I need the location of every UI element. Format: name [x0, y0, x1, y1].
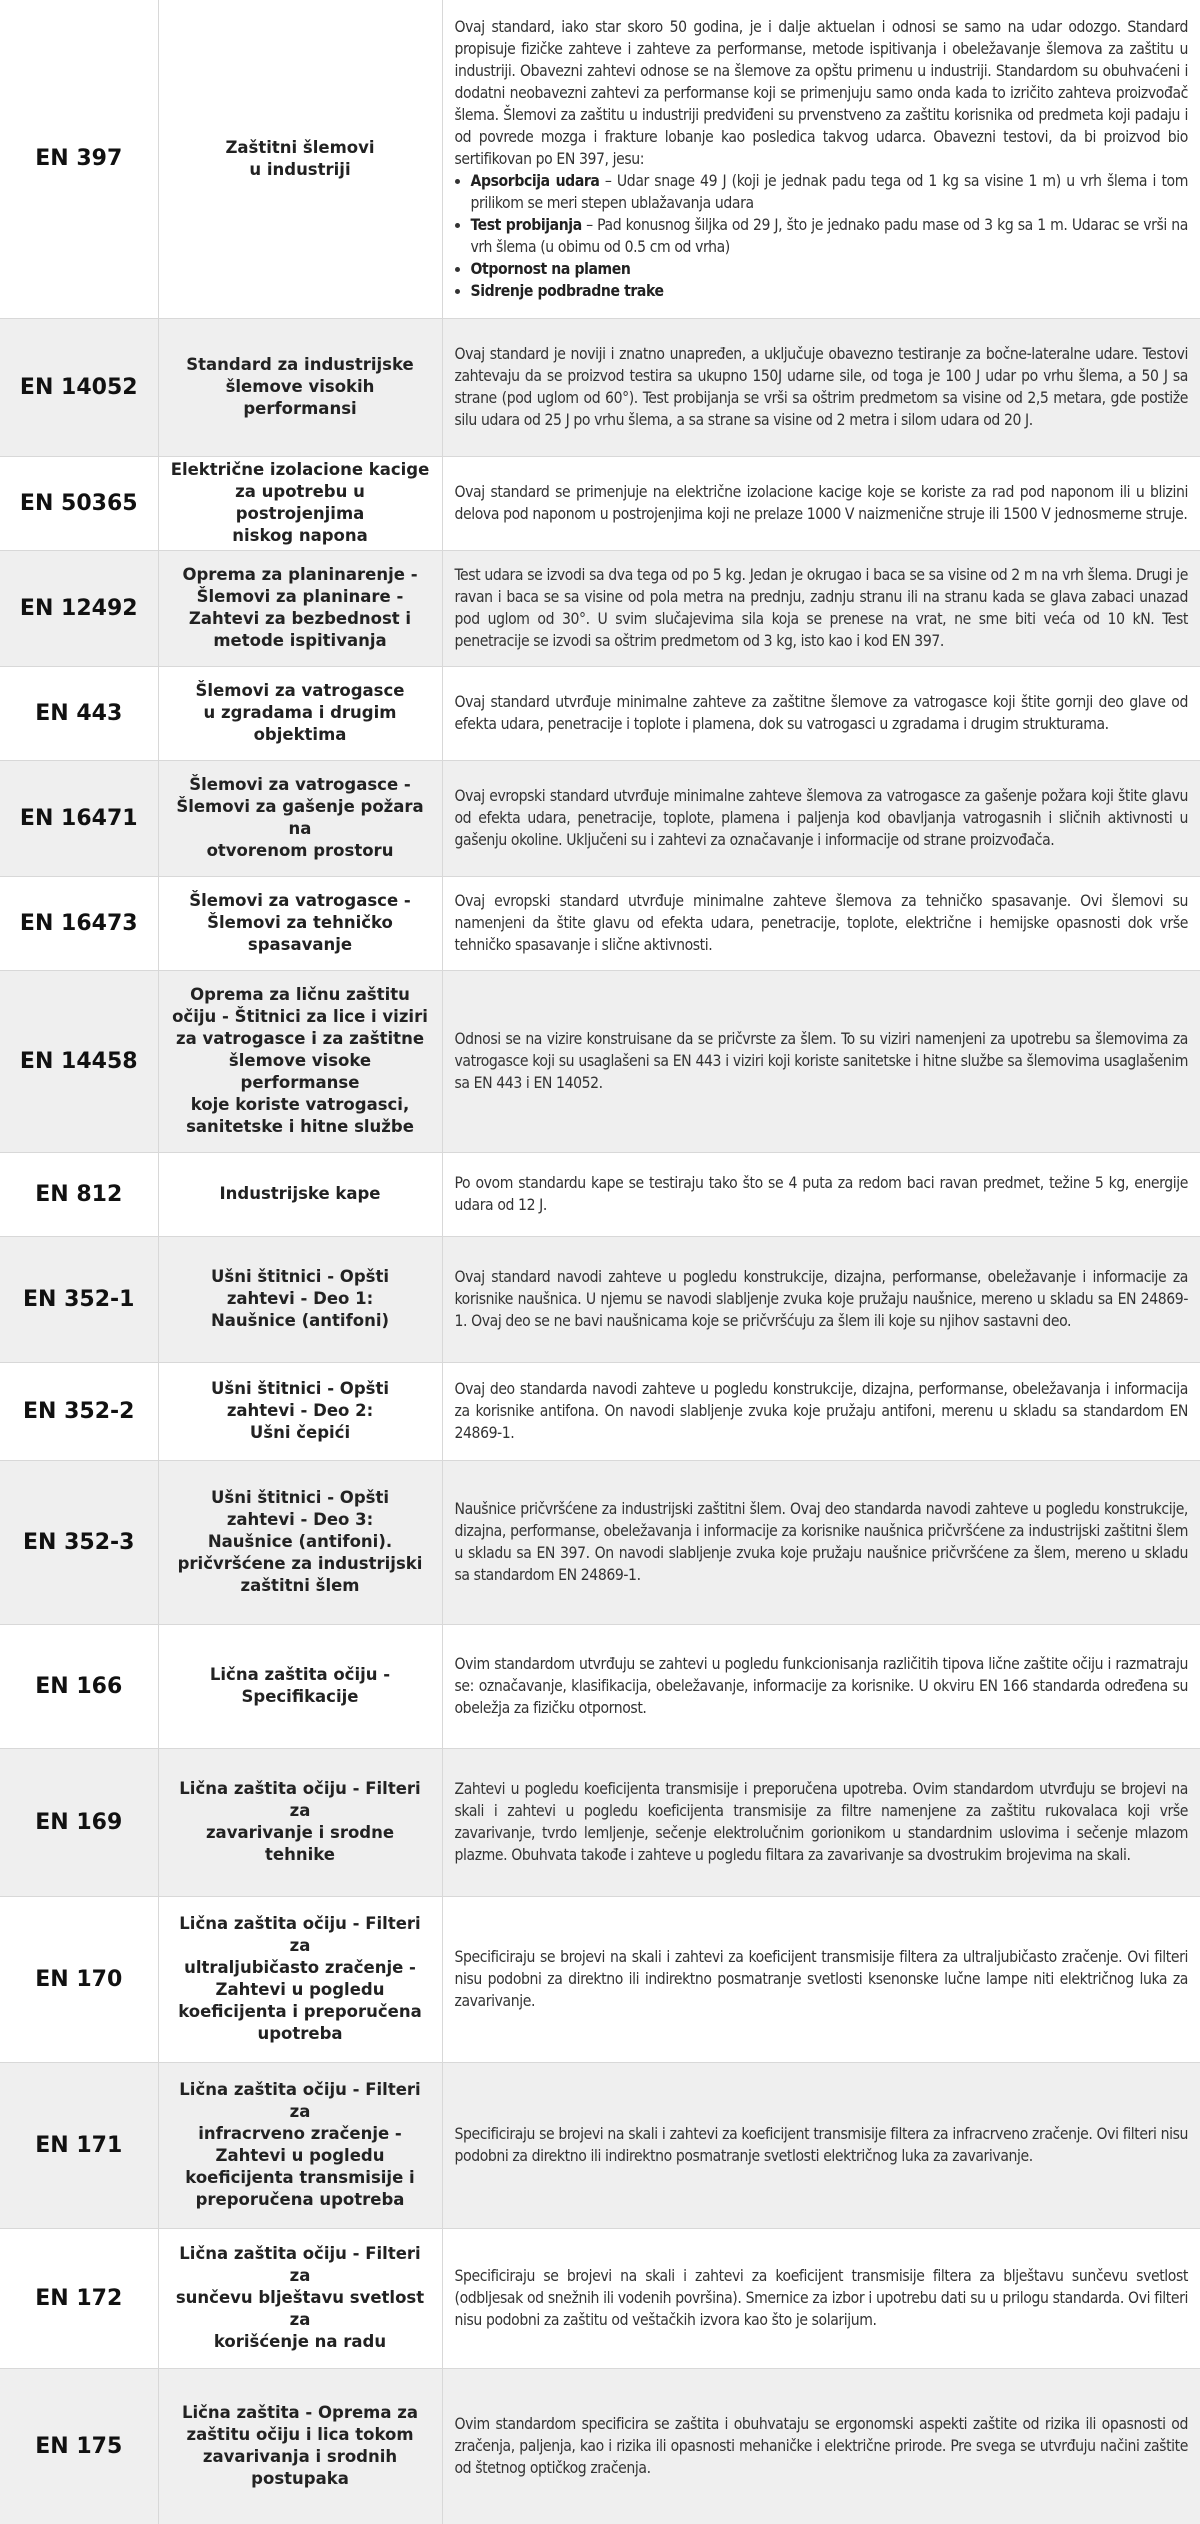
- standard-title: Standard za industrijske šlemove visokih performansi: [186, 355, 414, 418]
- table-row: [0, 1362, 1200, 1460]
- standard-title-cell: [158, 1152, 442, 1236]
- table-row: [0, 760, 1200, 876]
- table-row: [0, 2062, 1200, 2228]
- standard-title: Šlemovi za vatrogasce u zgradama i drugim objektima: [195, 681, 405, 744]
- table-row: [0, 2228, 1200, 2368]
- standard-title: Lična zaštita očiju - Filteri za infracrveno zračenje - Zahtevi u pogledu koeficijenta transmisije i preporučena upotreba: [179, 2080, 421, 2209]
- standard-description: Ovaj standard navodi zahteve u pogledu konstrukcije, dizajna, performanse, obeležavanje i informacije za korisnike naušnica. U njemu se navodi slabljenje zvuka koje pružaju naušnice, mereno u skladu sa EN 24869-1. Ovaj deo se ne bavi naušnicama koje se pričvršćuju za šlem ili koje su njihov sastavni deo.: [454, 1268, 1188, 1330]
- standard-code: EN 172: [0, 2228, 158, 2368]
- standard-description-cell: [442, 0, 1200, 318]
- standard-description: Po ovom standardu kape se testiraju tako što se 4 puta za redom baci ravan predmet, težine 5 kg, energije udara od 12 J.: [454, 1174, 1188, 1214]
- standard-code: EN 175: [0, 2368, 158, 2524]
- standard-description: Specificiraju se brojevi na skali i zahtevi za koeficijent transmisije filtera za ultraljubičasto zračenje. Ovi filteri nisu podobni za direktno ili indirektno posmatranje svetlosti ksenonske lučne lampe niti električnog luka za zavarivanje.: [454, 1948, 1188, 2010]
- standard-code: EN 166: [0, 1624, 158, 1748]
- table-row: [0, 456, 1200, 550]
- test-name: Test probijanja: [470, 215, 582, 234]
- standard-description-cell: [442, 1748, 1200, 1896]
- standard-description: Ovaj evropski standard utvrđuje minimalne zahteve šlemova za vatrogasce za gašenje požara koji štite glavu od efekta udara, penetracije, toplote, plamena i paljenja kod obavljanja vatrogasnih i sličnih aktivnosti u gašenju okoline. Uključeni su i zahtevi za označavanje i informacije od strane proizvođača.: [454, 787, 1188, 849]
- standard-title: Šlemovi za vatrogasce - Šlemovi za tehničko spasavanje: [189, 891, 411, 954]
- standard-title: Šlemovi za vatrogasce - Šlemovi za gašenje požara na otvorenom prostoru: [176, 775, 424, 860]
- standard-title-cell: [158, 876, 442, 970]
- standard-description: Odnosi se na vizire konstruisane da se pričvrste za šlem. To su viziri namenjeni za upotrebu sa šlemovima za vatrogasce koji su usaglašeni sa EN 443 i viziri koji koriste sanitetske i hitne službe sa šlemovima usaglašenim sa EN 443 i EN 14052.: [454, 1030, 1188, 1092]
- standard-title: Ušni štitnici - Opšti zahtevi - Deo 3: Naušnice (antifoni). pričvršćene za industrijski zaštitni šlem: [177, 1488, 423, 1595]
- standard-title-cell: [158, 970, 442, 1152]
- standard-description-cell: [442, 2368, 1200, 2524]
- standard-description: Ovaj standard, iako star skoro 50 godina, je i dalje aktuelan i odnosi se samo na udar odozgo. Standard propisuje fizičke zahteve i zahteve za performanse, metode ispitivanja i obeležavanje šlemova za zaštitu u industriji. Obavezni zahtevi odnose se na šlemove za opštu primenu u industriji. Standardom su obuhvaćeni i dodatni neobavezni zahtevi za performanse koji se primenjuju samo onda kada to izričito zahteva proizvođač šlema. Šlemovi za zaštitu u industriji predviđeni su prvenstveno za zaštitu korisnika od predmeta koji padaju i od povrede mozga i frakture lobanje kao posledica takvog udarca. Obavezni testovi, da bi proizvod bio sertifikovan po EN 397, jesu:: [454, 17, 1188, 168]
- standard-code: EN 12492: [0, 550, 158, 666]
- standard-description-cell: [442, 970, 1200, 1152]
- standard-description: Ovaj standard utvrđuje minimalne zahteve za zaštitne šlemove za vatrogasce koji štite gornji deo glave od efekta udara, penetracije i toplote i plamena, dok su vatrogasci u zgradama i drugim strukturama.: [454, 693, 1188, 733]
- standard-code: EN 812: [0, 1152, 158, 1236]
- standard-code: EN 352-1: [0, 1236, 158, 1362]
- standard-description: Zahtevi u pogledu koeficijenta transmisije i preporučena upotreba. Ovim standardom utvrđuju se brojevi na skali i zahtevi u pogledu koeficijenta transmisije za filtre namenjene za zaštitu rukovalaca koji vrše zavarivanje, tvrdo lemljenje, sečenje elektrolučnim gorionikom u standardnim uslovima i sečenje mlazom plazme. Obuhvata takođe i zahteve u pogledu filtara za zavarivanje sa dvostrukim brojevima na skali.: [454, 1780, 1188, 1864]
- standard-description-cell: [442, 550, 1200, 666]
- table-row: [0, 970, 1200, 1152]
- standard-description-cell: [442, 1460, 1200, 1624]
- table-row: [0, 1624, 1200, 1748]
- table-row: [0, 1896, 1200, 2062]
- standard-title: Električne izolacione kacige za upotrebu u postrojenjima niskog napona: [170, 460, 430, 545]
- table-row: [0, 666, 1200, 760]
- standard-description-cell: [442, 2062, 1200, 2228]
- standard-description: Ovaj deo standarda navodi zahteve u pogledu konstrukcije, dizajna, performanse, obeležavanja i informacija za korisnike antifona. On navodi slabljenje zvuka koje pružaju antifoni, merenu u skladu sa standardom EN 24869-1.: [454, 1380, 1188, 1442]
- table-row: [0, 1152, 1200, 1236]
- test-list: [455, 170, 1189, 302]
- standard-title: Lična zaštita - Oprema za zaštitu očiju i lica tokom zavarivanja i srodnih postupaka: [181, 2403, 418, 2489]
- standard-code: EN 352-2: [0, 1362, 158, 1460]
- standard-description-cell: [442, 1152, 1200, 1236]
- test-name: Apsorbcija udara: [470, 171, 600, 190]
- standard-title: Industrijske kape: [219, 1184, 381, 1203]
- test-description: – Udar snage 49 J (koji je jednak padu tega od 1 kg sa visine 1 m) u vrh šlema i tom prilikom se meri stepen ublažavanja udara: [470, 171, 1188, 212]
- standard-title: Oprema za ličnu zaštitu očiju - Štitnici za lice i viziri za vatrogasce i za zaštitne šlemove visoke performanse koje koriste vatrogasci, sanitetske i hitne službe: [172, 985, 428, 1136]
- standard-description-cell: [442, 876, 1200, 970]
- standard-code: EN 14458: [0, 970, 158, 1152]
- table-row: [0, 876, 1200, 970]
- standard-description: Ovaj evropski standard utvrđuje minimalne zahteve šlemova za tehničko spasavanje. Ovi šlemovi su namenjeni da štite glavu od efekta udara, penetracije, toplote, električne i hemijske opasnosti dok vrše tehničko spasavanje i slične aktivnosti.: [454, 892, 1188, 954]
- standard-description-cell: [442, 456, 1200, 550]
- standard-code: EN 16471: [0, 760, 158, 876]
- standard-code: EN 171: [0, 2062, 158, 2228]
- standard-description-cell: [442, 760, 1200, 876]
- standard-description: Specificiraju se brojevi na skali i zahtevi za koeficijent transmisije filtera za blještavu sunčevu svetlost (odbljesak od snežnih ili vodenih površina). Smernice za izbor i upotrebu dati su u prilogu standarda. Ovi filteri nisu podobni za zaštitu od veštačkih izvora kao što je solarijum.: [454, 2267, 1188, 2329]
- test-description: – Pad konusnog šiljka od 29 J, što je jednako padu mase od 3 kg sa 1 m. Udarac se vrši na vrh šlema (u obimu od 0.5 cm od vrha): [470, 215, 1188, 256]
- standard-description-cell: [442, 2228, 1200, 2368]
- standard-code: EN 169: [0, 1748, 158, 1896]
- standard-description-cell: [442, 318, 1200, 456]
- test-name: Otpornost na plamen: [470, 259, 631, 278]
- table-row: [0, 550, 1200, 666]
- standard-description-cell: [442, 1236, 1200, 1362]
- standard-description: Ovim standardom utvrđuju se zahtevi u pogledu funkcionisanja različitih tipova lične zaštite očiju i razmatraju se: označavanje, klasifikacija, obeležavanje, informacije za korisnike. U okviru EN 166 standarda određena su obeležja za fizičku otpornost.: [454, 1655, 1188, 1717]
- standard-title-cell: [158, 666, 442, 760]
- standard-code: EN 16473: [0, 876, 158, 970]
- standard-description-cell: [442, 1896, 1200, 2062]
- standard-title: Ušni štitnici - Opšti zahtevi - Deo 1: Naušnice (antifoni): [210, 1267, 390, 1330]
- test-list-item: [471, 214, 1189, 258]
- test-name: Sidrenje podbradne trake: [470, 281, 664, 300]
- standard-description-cell: [442, 1362, 1200, 1460]
- standard-code: EN 443: [0, 666, 158, 760]
- standard-code: EN 352-3: [0, 1460, 158, 1624]
- standard-title: Lična zaštita očiju - Filteri za zavarivanje i srodne tehnike: [179, 1779, 421, 1864]
- standard-code: EN 50365: [0, 456, 158, 550]
- standard-title-cell: [158, 760, 442, 876]
- standard-title-cell: [158, 2228, 442, 2368]
- standard-description-cell: [442, 666, 1200, 760]
- standard-code: EN 170: [0, 1896, 158, 2062]
- test-list-item: [471, 258, 1189, 280]
- standard-title-cell: [158, 550, 442, 666]
- table-row: [0, 2368, 1200, 2524]
- standard-description: Test udara se izvodi sa dva tega od po 5 kg. Jedan je okrugao i baca se sa visine od 2 m na vrh šlema. Drugi je ravan i baca se sa visine od pola metra na prednju, zadnju stranu ili na stranu kada se glava zabaci unazad pod uglom od 30°. U svim slučajevima sila koja se prenese na vrat, ne sme biti veća od 10 kN. Test penetracije se izvodi sa oštrim predmetom od 3 kg, isto kao i kod EN 397.: [454, 566, 1188, 650]
- standard-title-cell: [158, 1362, 442, 1460]
- standard-title-cell: [158, 0, 442, 318]
- table-row: [0, 318, 1200, 456]
- standard-description: Ovim standardom specificira se zaštita i obuhvataju se ergonomski aspekti zaštite od rizika ili opasnosti od zračenja, paljenja, kao i rizika ili opasnosti mehaničke i električne prirode. Pre svega se utvrđuju načini zaštite od štetnog optičkog zračenja.: [454, 2415, 1188, 2478]
- standard-title-cell: [158, 456, 442, 550]
- standard-description: Naušnice pričvršćene za industrijski zaštitni šlem. Ovaj deo standarda navodi zahteve u pogledu konstrukcije, dizajna, performanse, obeležavanja i informacije za korisnike naušnica pričvršćene za industrijski zaštitni šlem u skladu sa EN 397. On navodi slabljenje zvuka koje pružaju naušnice pričvršćene za šlem, mereno u skladu sa standardom EN 24869-1.: [454, 1500, 1188, 1584]
- standard-title: Ušni štitnici - Opšti zahtevi - Deo 2: Ušni čepići: [211, 1379, 389, 1442]
- standard-title: Lična zaštita očiju - Filteri za sunčevu blještavu svetlost za korišćenje na radu: [175, 2244, 425, 2351]
- test-list-item: [471, 280, 1189, 302]
- standard-title: Lična zaštita očiju - Filteri za ultraljubičasto zračenje - Zahtevi u pogledu koeficijenta i preporučena upotreba: [178, 1914, 422, 2043]
- standard-title-cell: [158, 2368, 442, 2524]
- table-row: [0, 0, 1200, 318]
- standard-title-cell: [158, 1748, 442, 1896]
- standard-description: Specificiraju se brojevi na skali i zahtevi za koeficijent transmisije filtera za infracrveno zračenje. Ovi filteri nisu podobni za direktno ili indirektno posmatranje svetlosti električnog luka za zavarivanje.: [454, 2125, 1188, 2165]
- test-list-item: [471, 170, 1189, 214]
- standard-description-cell: [442, 1624, 1200, 1748]
- standard-title-cell: [158, 2062, 442, 2228]
- standard-description: Ovaj standard je noviji i znatno unapređen, a uključuje obavezno testiranje za bočne-lateralne udare. Testovi zahtevaju da se proizvod testira sa ukupno 150J udarne sile, od toga je 100 J udar po vrhu šlema, a 50 J sa strane (pod uglom od 60°). Test probijanja se vrši sa oštrim predmetom sa visine od 2,5 metara, gde postiže silu udara od 25 J po vrhu šlema, a sa strane sa visine od 2 metra i silom udara od 20 J.: [454, 345, 1188, 429]
- table-row: [0, 1460, 1200, 1624]
- standard-title-cell: [158, 1624, 442, 1748]
- standard-description: Ovaj standard se primenjuje na električne izolacione kacige koje se koriste za rad pod naponom ili u blizini delova pod naponom u postrojenjima koji ne prelaze 1000 V naizmenične struje ili 1500 V jednosmerne struje.: [454, 483, 1188, 523]
- standard-title-cell: [158, 1896, 442, 2062]
- standard-title: Zaštitni šlemovi u industriji: [225, 137, 375, 179]
- standard-title-cell: [158, 318, 442, 456]
- standard-title-cell: [158, 1236, 442, 1362]
- table-row: [0, 1748, 1200, 1896]
- standard-code: EN 14052: [0, 318, 158, 456]
- standard-title: Oprema za planinarenje - Šlemovi za planinare - Zahtevi za bezbednost i metode ispitivanja: [182, 565, 418, 650]
- table-row: [0, 1236, 1200, 1362]
- standard-title-cell: [158, 1460, 442, 1624]
- standard-code: EN 397: [0, 0, 158, 318]
- standard-title: Lična zaštita očiju - Specifikacije: [209, 1665, 391, 1706]
